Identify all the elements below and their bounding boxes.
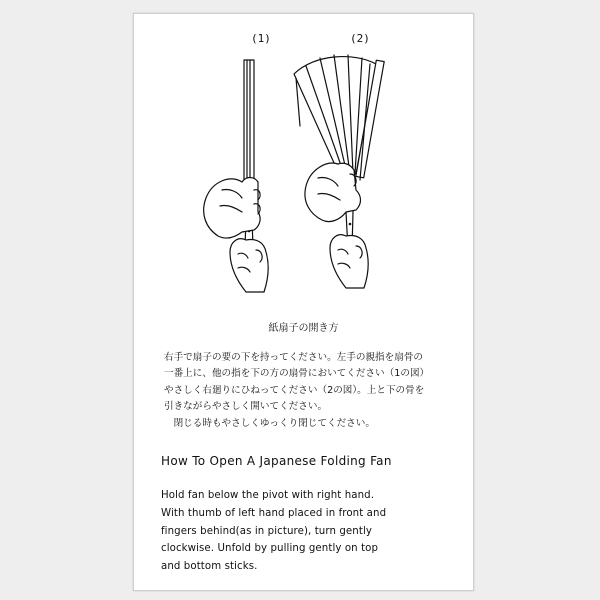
japanese-title: 紙扇子の開き方 <box>268 323 339 334</box>
fan-illustration <box>134 14 473 324</box>
english-instructions <box>161 487 461 576</box>
english-line: fingers behind(as in picture), turn gently <box>161 525 373 537</box>
figure-1-label: (1) <box>251 32 271 45</box>
english-title: How To Open A Japanese Folding Fan <box>161 454 392 468</box>
figure-2-opening-fan <box>294 55 384 288</box>
japanese-line: 右手で扇子の要の下を持ってください。左手の親指を扇骨の <box>164 352 424 363</box>
instruction-card <box>133 13 474 591</box>
japanese-line: やさしく右廻りにひねってください（2の図）。上と下の骨を <box>164 384 425 396</box>
english-line: With thumb of left hand placed in front and <box>161 507 387 519</box>
english-line: Hold fan below the pivot with right hand. <box>161 490 375 501</box>
japanese-line: 引きながらやさしく開いてください。 <box>164 401 328 413</box>
english-line: clockwise. Unfold by pulling gently on top <box>161 543 379 555</box>
figure-2-label: (2) <box>350 32 370 45</box>
japanese-instructions <box>164 350 459 432</box>
english-line: and bottom sticks. <box>161 561 258 573</box>
japanese-line: 一番上に、他の指を下の方の扇骨においてください（1の図） <box>164 368 430 380</box>
japanese-line: 閉じる時もやさしくゆっくり閉じてください。 <box>164 417 375 429</box>
figure-1-closed-fan <box>204 60 269 292</box>
